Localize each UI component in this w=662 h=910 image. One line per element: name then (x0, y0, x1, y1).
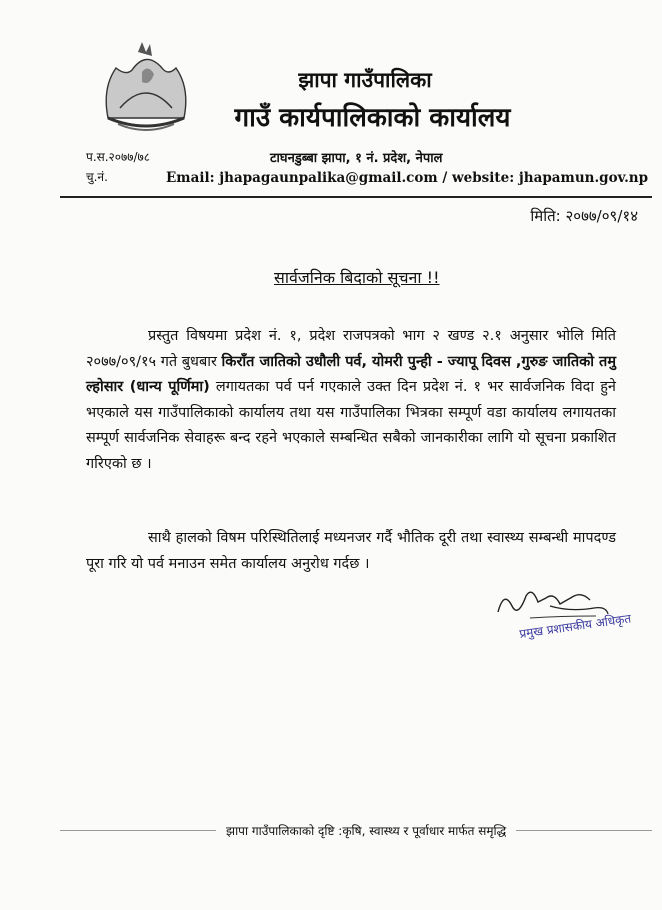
notice-paragraph-1 (86, 324, 616, 477)
dispatch-number: चु.नं. (86, 170, 108, 184)
footer-vision: झापा गाउँपालिकाको दृष्टि :कृषि, स्वास्थ्य र पूर्वाधार मार्फत समृद्धि (216, 822, 516, 839)
office-name: झापा गाउँपालिका (298, 68, 432, 92)
document-date: मिति: २०७७/०९/१४ (530, 207, 638, 225)
office-title: गाउँ कार्यपालिकाको कार्यालय (234, 103, 511, 133)
officer-stamp-text: प्रमुख प्रशासकीय अधिकृत (518, 611, 632, 641)
nepal-emblem-icon (96, 38, 196, 138)
festival-names: किराँत जातिको उधौली पर्व, योमरी पुन्ही - ज्यापू दिवस ,गुरुङ जातिको तमु ल्होसार (धान्य पूर्णिमा) (86, 353, 616, 395)
reference-number: प.स.२०७७/७८ (86, 150, 151, 164)
paragraph-1-text-a: प्रस्तुत विषयमा प्रदेश नं. १, प्रदेश राजपत्रको भाग २ खण्ड २.१ अनुसार भोलि मिति २०७७/०९/१५ गते बुधबार (86, 328, 616, 370)
notice-paragraph-2: साथै हालको विषम परिस्थितिलाई मध्यनजर गर्दै भौतिक दूरी तथा स्वास्थ्य सम्बन्धी मापदण्ड पूरा गरि यो पर्व मनाउन समेत कार्यालय अनुरोध गर्दछ । (86, 530, 616, 572)
notice-title: सार्वजनिक बिदाको सूचना !! (274, 268, 440, 287)
officer-signature (490, 578, 650, 642)
office-address: टाघनडुब्बा झापा, १ नं. प्रदेश, नेपाल (270, 151, 443, 166)
header-divider (60, 196, 652, 198)
office-contact: Email: jhapagaunpalika@gmail.com / website: jhapamun.gov.np (166, 170, 649, 186)
paragraph-1-text-b: लगायतका पर्व पर्न गएकाले उक्त दिन प्रदेश नं. १ भर सार्वजनिक विदा हुने भएकाले यस गाउँपालिकाको कार्यालय तथा यस गाउँपालिका भित्रका सम्पूर्ण वडा कार्यालय लगायतका सम्पूर्ण सार्वजनिक सेवाहरू बन्द रहने भएकाले सम्बन्धित सबैको जानकारीका लागि यो सूचना प्रकाशित गरिएको छ । (86, 379, 616, 472)
